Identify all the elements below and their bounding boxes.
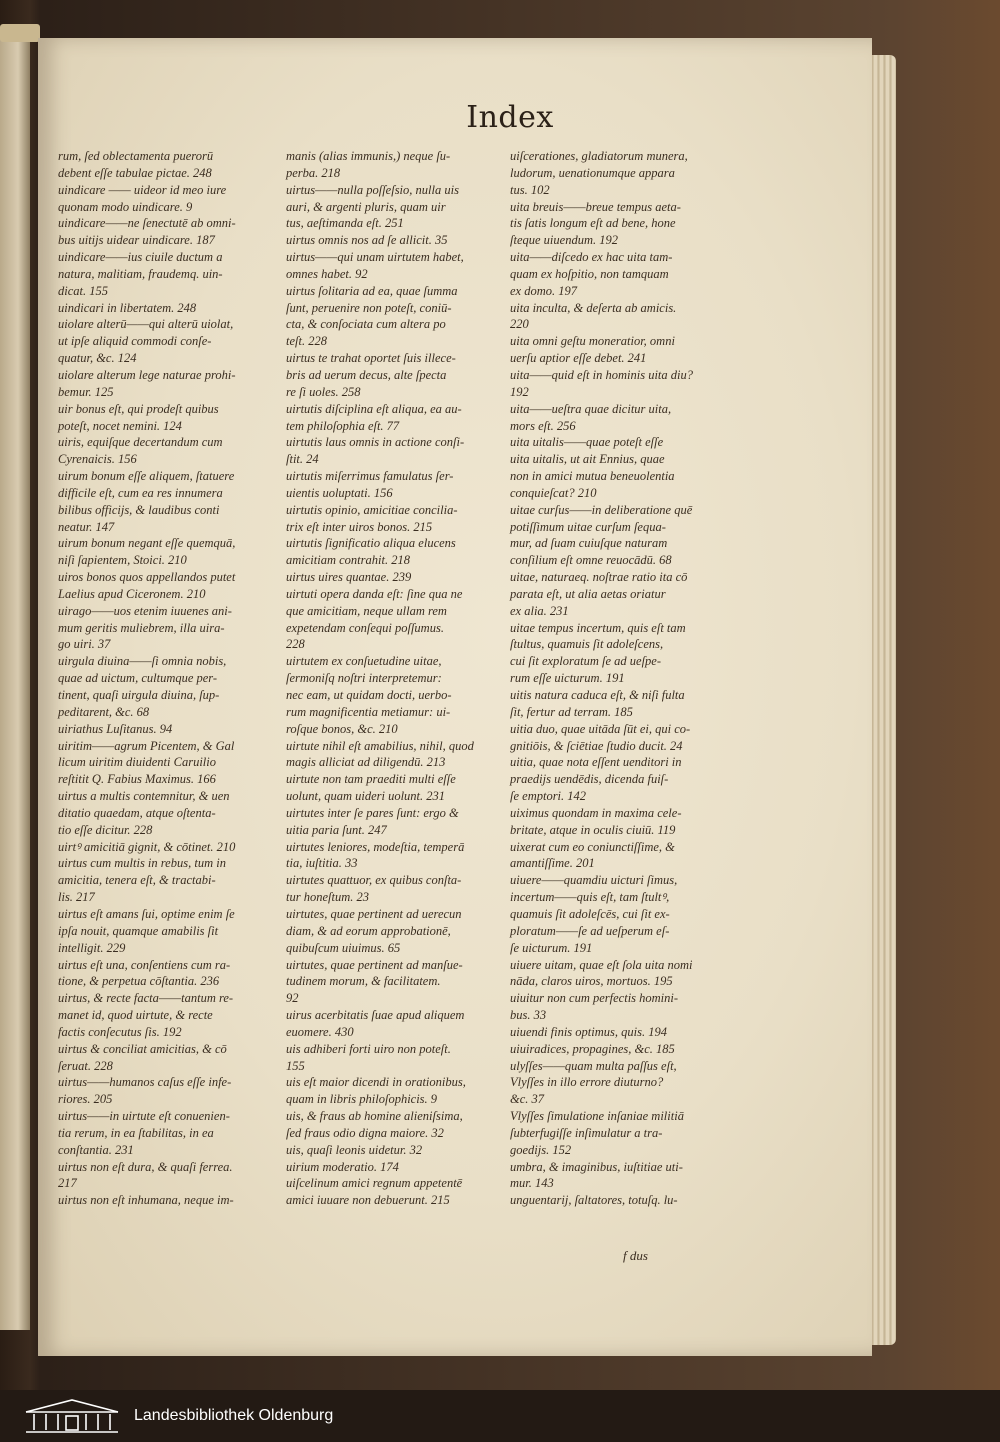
index-entry: uita——quid eſt in hominis uita diu? 192 [510, 367, 693, 399]
index-entry: uirtutes, quae pertinent ad uerecun diam, & ad eorum approbationē, quibuſcum uiuimus. 65 [286, 906, 462, 955]
index-entry: uirtus eſt una, conſentiens cum ra- tione, & perpetua cōſtantia. 236 [58, 957, 231, 989]
index-column-1 [58, 148, 283, 1209]
index-entry: uiritim——agrum Picentem, & Gal licum uiritim diuidenti Caruilio reſtitit Q. Fabius Maximus. 166 [58, 738, 235, 787]
index-entry: uita uitalis——quae poteſt eſſe uita uitalis, ut ait Ennius, quae non in amici mutua beneuolentia conquieſcat? 210 [510, 435, 675, 500]
index-entry: uirium moderatio. 174 [286, 1159, 399, 1174]
index-entry: uirtus——nulla poſſeſsio, nulla uis auri, & argenti pluris, quam uir tus, aeſtimanda eſt. 251 [286, 182, 459, 231]
page-title: Index [466, 100, 554, 135]
index-entry: uita omni geſtu moneratior, omni uerſu aptior eſſe debet. 241 [510, 334, 675, 366]
index-entry: uirtus te trahat oportet ſuis illece- bris ad uerum decus, alte ſpecta re ſi uoles. 258 [286, 351, 456, 399]
index-entry: uis, quaſi leonis uidetur. 32 [286, 1142, 423, 1157]
index-entry: uirago——uos etenim iuuenes ani- mum geritis muliebrem, illa uira- go uiri. 37 [58, 603, 232, 652]
index-entry: uitae, naturaeq. noſtrae ratio ita cō parata eſt, ut alia aetas oriatur ex alia. 231 [510, 570, 688, 618]
index-entry: uis, & fraus ab homine alieniſsima, ſed fraus odio digna maiore. 32 [286, 1109, 463, 1140]
index-entry: uirtutem ex conſuetudine uitae, ſermoniſq noſtri interpretemur: nec eam, ut quidam docti, uerbo- rum magnificentia metiamur: ui- roſque bonos, &c. 210 [286, 654, 452, 736]
index-entry: uirtutes quattuor, ex quibus conſta- tur honeſtum. 23 [286, 873, 462, 905]
library-name: Landesbibliothek Oldenburg [134, 1407, 334, 1424]
footer-bar [0, 1390, 1000, 1442]
index-entry: uirum bonum negant eſſe quemquā, niſi ſapientem, Stoici. 210 [58, 536, 236, 568]
index-entry: uirtute nihil eſt amabilius, nihil, quod magis alliciat ad diligendū. 213 [286, 738, 474, 770]
index-entry: uiuiradices, propagines, &c. 185 [510, 1041, 675, 1056]
index-entry: uirum bonum eſſe aliquem, ſtatuere difficile eſt, cum ea res innumera bilibus officijs, & laudibus conti neatur. 147 [58, 469, 235, 534]
index-entry: uiuendi finis optimus, quis. 194 [510, 1024, 667, 1039]
index-entry: unguentarij, ſaltatores, totuſq. lu- [510, 1193, 678, 1208]
index-entry: uita——ueſtra quae dicitur uita, mors eſt. 256 [510, 401, 672, 433]
index-entry: uiuere uitam, quae eſt ſola uita nomi nāda, claros uiros, mortuos. 195 [510, 957, 693, 989]
index-entry: uiolare alterū——qui alterū uiolat, ut ipſe aliquid commodi conſe- quatur, &c. 124 [58, 317, 234, 366]
index-entry: uita breuis——breue tempus aeta- tis ſatis longum eſt ad bene, hone ſteque uiuendum. 192 [510, 199, 681, 248]
index-entry: uirtus ſolitaria ad ea, quae ſumma ſunt, peruenire non poteſt, coniū- cta, & conſociata cum altera po teſt. 228 [286, 283, 458, 349]
index-entry: uindicare——ius ciuile ductum a natura, malitiam, fraudemq. uin- dicat. 155 [58, 250, 223, 298]
index-entry: uirtus——humanos caſus eſſe infe- riores. 205 [58, 1075, 232, 1107]
index-entry: uirtus uires quantae. 239 [286, 570, 412, 585]
index-entry: uirtus omnis nos ad ſe allicit. 35 [286, 233, 448, 248]
index-entry: uir bonus eſt, qui prodeſt quibus poteſt, nocet nemini. 124 [58, 401, 219, 433]
facing-page-edge [0, 30, 30, 1330]
index-entry: uirtus——qui unam uirtutem habet, omnes habet. 92 [286, 250, 464, 281]
index-entry: Vlyſſes ſimulatione inſaniae militiā ſubterfugiſſe inſimulatur a tra- goedijs. 152 [510, 1109, 684, 1157]
index-entry: manis (alias immunis,) neque ſu- perba. 218 [286, 149, 451, 180]
index-entry: uirtutis opinio, amicitiae concilia- trix eſt inter uiros bonos. 215 [286, 502, 458, 534]
index-entry: uirtutis laus omnis in actione conſi- ſtit. 24 [286, 435, 465, 467]
index-entry: uindicare —— uideor id meo iure quonam modo uindicare. 9 [58, 182, 227, 214]
index-entry: uitis natura caduca eſt, & niſi fulta ſit, fertur ad terram. 185 [510, 688, 685, 719]
index-entry: umbra, & imaginibus, iuſtitiae uti- mur. 143 [510, 1159, 683, 1191]
index-entry: uindicari in libertatem. 248 [58, 300, 197, 315]
index-entry: uitae tempus incertum, quis eſt tam ſtultus, quamuis ſit adoleſcens, cui ſit exploratum ſe ad ueſpe- rum eſſe uicturum. 191 [510, 620, 686, 686]
index-entry: ulyſſes——quam multa paſſus eſt, Vlyſſes in illo errore diuturno? &c. 37 [510, 1058, 677, 1107]
index-entry: uirtus cum multis in rebus, tum in amicitia, tenera eſt, & tractabi- lis. 217 [58, 856, 226, 905]
index-entry: uitae curſus——in deliberatione quē potiſſimum uitae curſum ſequa- mur, ad ſuam cuiuſque naturam conſilium eſt omne reuocādū. 68 [510, 502, 693, 568]
index-entry: uirtutis diſciplina eſt aliqua, ea au- tem philoſophia eſt. 77 [286, 401, 462, 433]
index-entry: uitia, quae nota eſſent uenditori in praedijs uendēdis, dicenda fuiſ- ſe emptori. 142 [510, 755, 682, 804]
binding-tie [0, 24, 40, 42]
index-entry: uiriathus Luſitanus. 94 [58, 721, 173, 736]
index-column-2 [286, 148, 511, 1209]
index-entry: uirtus——in uirtute eſt conuenien- tia rerum, in ea ſtabilitas, in ea conſtantia. 231 [58, 1109, 230, 1157]
index-entry: uita inculta, & deſerta ab amicis. 220 [510, 300, 677, 332]
index-entry: uiris, equiſque decertandum cum Cyrenaicis. 156 [58, 435, 223, 467]
index-entry: uiolare alterum lege naturae prohi- bemur. 125 [58, 367, 236, 399]
index-entry: uirtutis ſignificatio aliqua elucens amicitiam contrahit. 218 [286, 536, 456, 568]
index-entry: uita——diſcedo ex hac uita tam- quam ex hoſpitio, non tamquam ex domo. 197 [510, 250, 673, 298]
index-entry: uirtꝰ amicitiā gignit, & cōtinet. 210 [58, 839, 236, 854]
index-entry: uirtus non eſt inhumana, neque im- [58, 1193, 234, 1208]
index-entry: uirtutes, quae pertinent ad manſue- tudinem morum, & facilitatem. 92 [286, 957, 463, 1006]
index-entry: uitia duo, quae uitāda ſūt ei, qui co- gnitiōis, & ſciētiae ſtudio ducit. 24 [510, 721, 691, 753]
library-building-icon [22, 1398, 122, 1434]
index-entry: uirgula diuina——ſi omnia nobis, quae ad uictum, cultumque per- tinent, quaſi uirgula diuina, ſup- peditarent, &c. 68 [58, 654, 227, 719]
index-entry: uirtus non eſt dura, & quaſi ferrea. 217 [58, 1159, 233, 1191]
index-entry: uirtuti opera danda eſt: ſine qua ne que amicitiam, neque ullam rem expetendam conſequi poſſumus. 228 [286, 586, 463, 652]
index-entry: uirtutis miſerrimus famulatus ſer- uientis uoluptati. 156 [286, 469, 454, 500]
index-entry: uis eſt maior dicendi in orationibus, quam in libris philoſophicis. 9 [286, 1075, 466, 1107]
index-entry: uiuere——quamdiu uicturi ſimus, incertum——quis eſt, tam ſtultꝰ, quamuis ſit adoleſcēs, cui ſit ex- ploratum——ſe ad ueſperum eſ- ſe uicturum. 191 [510, 873, 678, 955]
index-entry: uirus acerbitatis ſuae apud aliquem euomere. 430 [286, 1008, 465, 1039]
index-entry: uixerat cum eo coniunctiſſime, & amantiſſime. 201 [510, 839, 675, 871]
index-entry: uirtus, & recte facta——tantum re- manet id, quod uirtute, & recte factis conſecutus ſis. 192 [58, 991, 234, 1039]
index-entry: uiximus quondam in maxima cele- britate, atque in oculis ciuiū. 119 [510, 805, 682, 837]
signature-catchword: f dus [623, 1248, 648, 1263]
index-entry: uiſcerationes, gladiatorum munera, ludorum, uenationumque appara tus. 102 [510, 149, 688, 197]
index-entry: uirtus eſt amans ſui, optime enim ſe ipſa nouit, quamque amabilis ſit intelligit. 229 [58, 906, 235, 955]
index-entry: uis adhiberi forti uiro non poteſt. 155 [286, 1041, 451, 1073]
book-page [38, 38, 872, 1356]
index-entry: uiros bonos quos appellandos putet Laelius apud Ciceronem. 210 [58, 570, 236, 601]
index-entry: uirtus a multis contemnitur, & uen ditatio quaedam, atque oſtenta- tio eſſe dicitur. 228 [58, 789, 230, 837]
index-entry: uirtute non tam praediti multi eſſe uolunt, quam uideri uolunt. 231 [286, 772, 456, 804]
index-entry: rum, ſed oblectamenta puerorū debent eſſe tabulae pictae. 248 [58, 149, 214, 180]
index-entry: uiſcelinum amici regnum appetentē amici iuuare non debuerunt. 215 [286, 1176, 463, 1208]
index-entry: uiuitur non cum perfectis homini- bus. 33 [510, 991, 679, 1023]
index-entry: uirtus & conciliat amicitias, & cō ſeruat. 228 [58, 1041, 227, 1073]
index-column-3 [510, 148, 732, 1209]
index-entry: uindicare——ne ſenectutē ab omni- bus uitijs uidear uindicare. 187 [58, 216, 236, 248]
index-entry: uirtutes leniores, modeſtia, temperā tia, iuſtitia. 33 [286, 839, 465, 871]
index-entry: uirtutes inter ſe pares ſunt: ergo & uitia paria ſunt. 247 [286, 805, 459, 837]
